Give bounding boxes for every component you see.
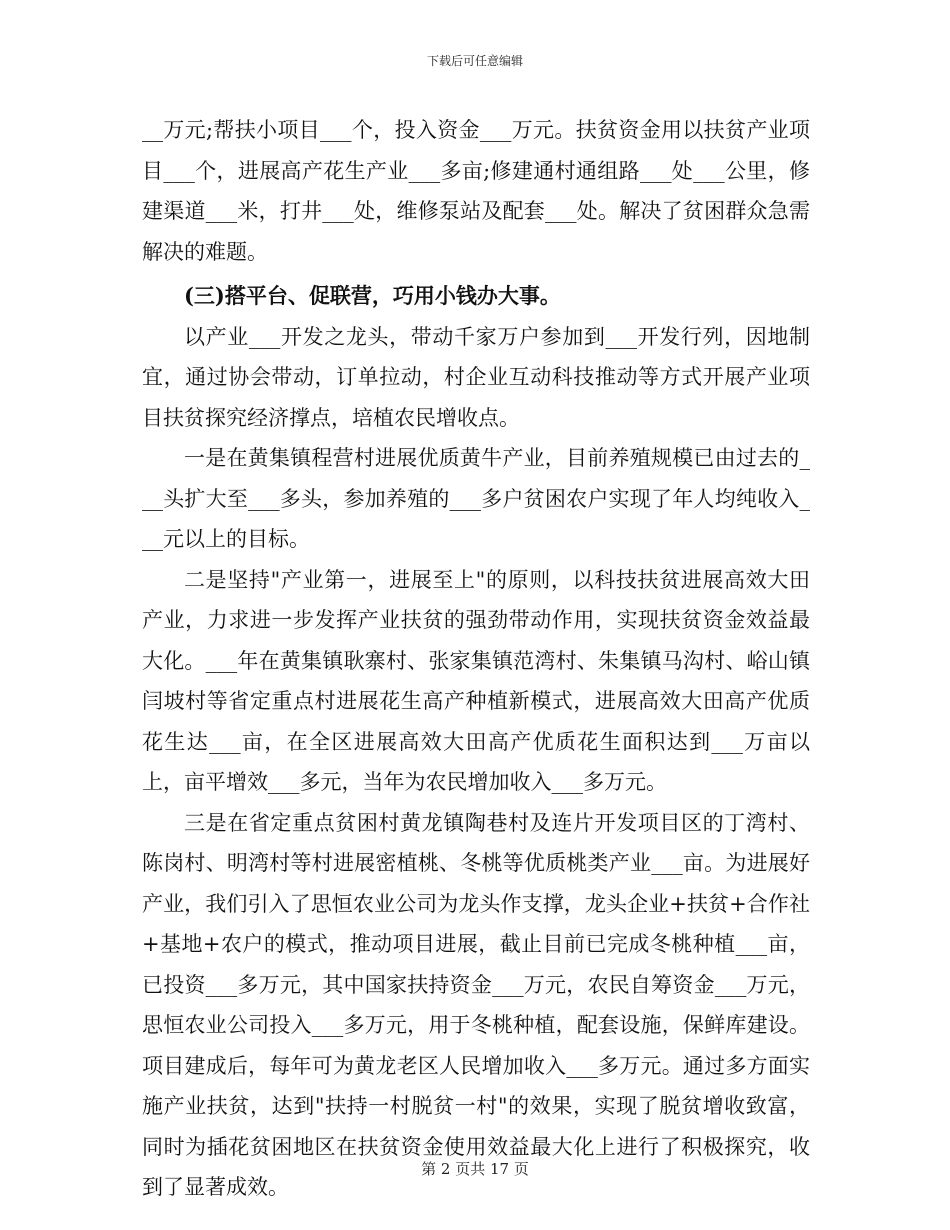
paragraph: 三是在省定重点贫困村黄龙镇陶巷村及连片开发项目区的丁湾村、陈岗村、明湾村等村进展密植桃、冬桃等优质桃类产业___亩。为进展好产业，我们引入了思恒农业公司为龙头作支撑，龙头企业+扶贫+合作社+基地+农户的模式，推动项目进展，截止目前已完成冬桃种植___亩，已投资___多万元，其中国家扶持资金___万元，农民自筹资金___万元，思恒农业公司投入___多万元，用于冬桃种植，配套设施，保鲜库建设。项目建成后，每年可为黄龙老区人民增加收入___多万元。通过多方面实施产业扶贫，达到"扶持一村脱贫一村"的效果，实现了脱贫增收致富，同时为插花贫困地区在扶贫资金使用效益最大化上进行了积极探究，收到了显著成效。 bbox=[142, 810, 810, 1199]
paragraph: 一是在黄集镇程营村进展优质黄牛产业，目前养殖规模已由过去的___头扩大至___多头，参加养殖的___多户贫困农户实现了年人均纯收入___元以上的目标。 bbox=[142, 446, 810, 551]
paragraph: 二是坚持"产业第一，进展至上"的原则，以科技扶贫进展高效大田产业，力求进一步发挥产业扶贫的强劲带动作用，实现扶贫资金效益最大化。___年在黄集镇耿寨村、张家集镇范湾村、朱集镇马沟村、峪山镇闫坡村等省定重点村进展花生高产种植新模式，进展高效大田高产优质花生达___亩，在全区进展高效大田高产优质花生面积达到___万亩以上，亩平增效___多元，当年为农民增加收入___多万元。 bbox=[142, 567, 810, 794]
page-header: 下载后可任意编辑 bbox=[426, 54, 523, 68]
paragraph-continued: __万元;帮扶小项目___个，投入资金___万元。扶贫资金用以扶贫产业项目___个，进展高产花生产业___多亩;修建通村通组路___处___公里，修建渠道___米，打井___处，维修泵站及配套___处。解决了贫困群众急需解决的难题。 bbox=[142, 118, 810, 264]
section-heading: (三)搭平台、促联营，巧用小钱办大事。 bbox=[184, 283, 561, 308]
page-number: 第 2 页共 17 页 bbox=[421, 1160, 529, 1178]
paragraph: 以产业___开发之龙头，带动千家万户参加到___开发行列，因地制宜，通过协会带动，订单拉动，村企业互动科技推动等方式开展产业项目扶贫探究经济撑点，培植农民增收点。 bbox=[142, 324, 810, 430]
document-body bbox=[142, 110, 810, 1208]
